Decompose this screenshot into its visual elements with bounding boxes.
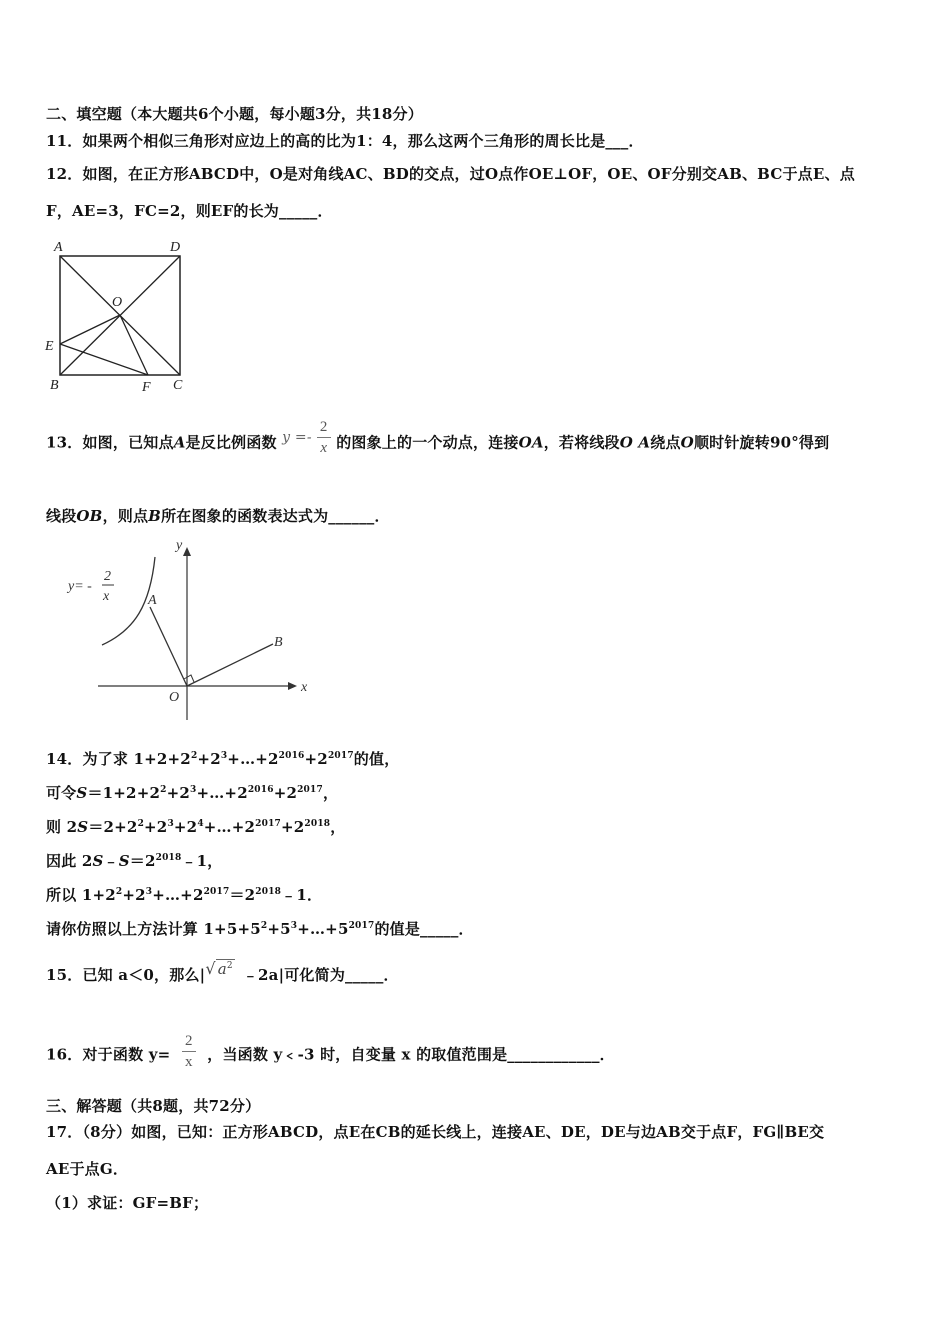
label-f: F bbox=[142, 380, 151, 395]
label-frac-den: x bbox=[103, 589, 110, 604]
right-angle-mark bbox=[184, 675, 194, 682]
q12-square-figure bbox=[42, 234, 192, 396]
question-14-line2: 可令$S=1+2+2^2+2^3+\dots+2^{2016}+2^{2017}$， bbox=[46, 784, 339, 802]
label-frac-num: 2 bbox=[104, 569, 111, 584]
question-13-line2: 线段OB，则点B所在图象的函数表达式为______． bbox=[46, 507, 390, 525]
question-16: 16．对于函数 y= $\frac{2}{x}$ ，当函数 y﹤-3 时，自变量 x 的取值范围是____________． bbox=[46, 1033, 615, 1070]
label-d: D bbox=[170, 240, 181, 255]
question-14-line6: 请你仿照以上方法计算 $1+5+5^2+5^3+\dots+5^{2017}$的值是_____． bbox=[46, 920, 474, 938]
segment-ob bbox=[187, 644, 273, 686]
q13-fraction: $\frac{2}{x}$ bbox=[317, 418, 331, 457]
label-o: O bbox=[112, 295, 123, 310]
label-a: A bbox=[54, 240, 63, 255]
y-axis-arrow bbox=[183, 547, 191, 556]
question-17-line3: （1）求证：GF=BF； bbox=[46, 1194, 209, 1212]
x-axis-arrow bbox=[288, 682, 297, 690]
label-x: x bbox=[301, 680, 308, 695]
label-b: B bbox=[274, 635, 283, 650]
segment-oe bbox=[60, 315, 120, 344]
question-15: 15．已知 a＜0，那么|√ $a^2$ ﹣2a|可化简为_____． bbox=[46, 959, 399, 984]
q16-fraction: $\frac{2}{x}$ bbox=[182, 1032, 196, 1071]
section2-heading: 二、填空题（本大题共6个小题，每小题3分，共18分） bbox=[46, 105, 423, 123]
question-12-line1: 12．如图，在正方形ABCD中，O是对角线AC、BD的交点，过O点作OE⊥OF，OE、OF分别交AB、BC于点E、点 bbox=[46, 165, 855, 183]
label-y-eq: y= - bbox=[68, 579, 92, 594]
label-e: E bbox=[45, 339, 54, 354]
sqrt-expression: √ $a^2$ bbox=[205, 959, 233, 978]
label-a: A bbox=[148, 593, 157, 608]
question-13-line1: 13．如图，已知点A是反比例函数 y =- $\frac{2}{x}$ 的图象上的一个动点，连接OA，若将线段O A绕点O顺时针旋转90°得到 bbox=[46, 419, 830, 456]
question-14-line5: 所以 $1+2^2+2^3+\dots+2^{2017}=2^{2018}﹣1$． bbox=[46, 886, 323, 904]
question-12-line2: F，AE=3，FC=2，则EF的长为_____． bbox=[46, 202, 333, 220]
label-c: C bbox=[173, 378, 183, 393]
question-14-line3: 则 $2S=2+2^2+2^3+2^4+\dots+2^{2017}+2^{2018}$， bbox=[46, 818, 346, 836]
segment-ef bbox=[60, 344, 148, 375]
question-14-line4: 因此 $2S﹣S=2^{2018}﹣1$， bbox=[46, 852, 223, 870]
label-y-axis: y bbox=[176, 538, 183, 553]
section3-heading: 三、解答题（共8题，共72分） bbox=[46, 1097, 261, 1115]
question-17-line2: AE于点G． bbox=[46, 1160, 129, 1178]
label-o: O bbox=[169, 690, 180, 705]
question-17-line1: 17．（8分）如图，已知：正方形ABCD，点E在CB的延长线上，连接AE、DE，DE与边AB交于点F，FG∥BE交 bbox=[46, 1123, 825, 1141]
q13-function-expression: y =- $\frac{2}{x}$ bbox=[282, 418, 331, 457]
q13-graph-figure bbox=[60, 535, 320, 730]
question-11: 11．如果两个相似三角形对应边上的高的比为1：4，那么这两个三角形的周长比是___． bbox=[46, 132, 644, 150]
segment-oa bbox=[150, 607, 187, 686]
question-14-line1: 14．为了求 $1+2+2^2+2^3+\dots+2^{2016}+2^{2017}$的值， bbox=[46, 750, 400, 768]
label-b: B bbox=[50, 378, 59, 393]
